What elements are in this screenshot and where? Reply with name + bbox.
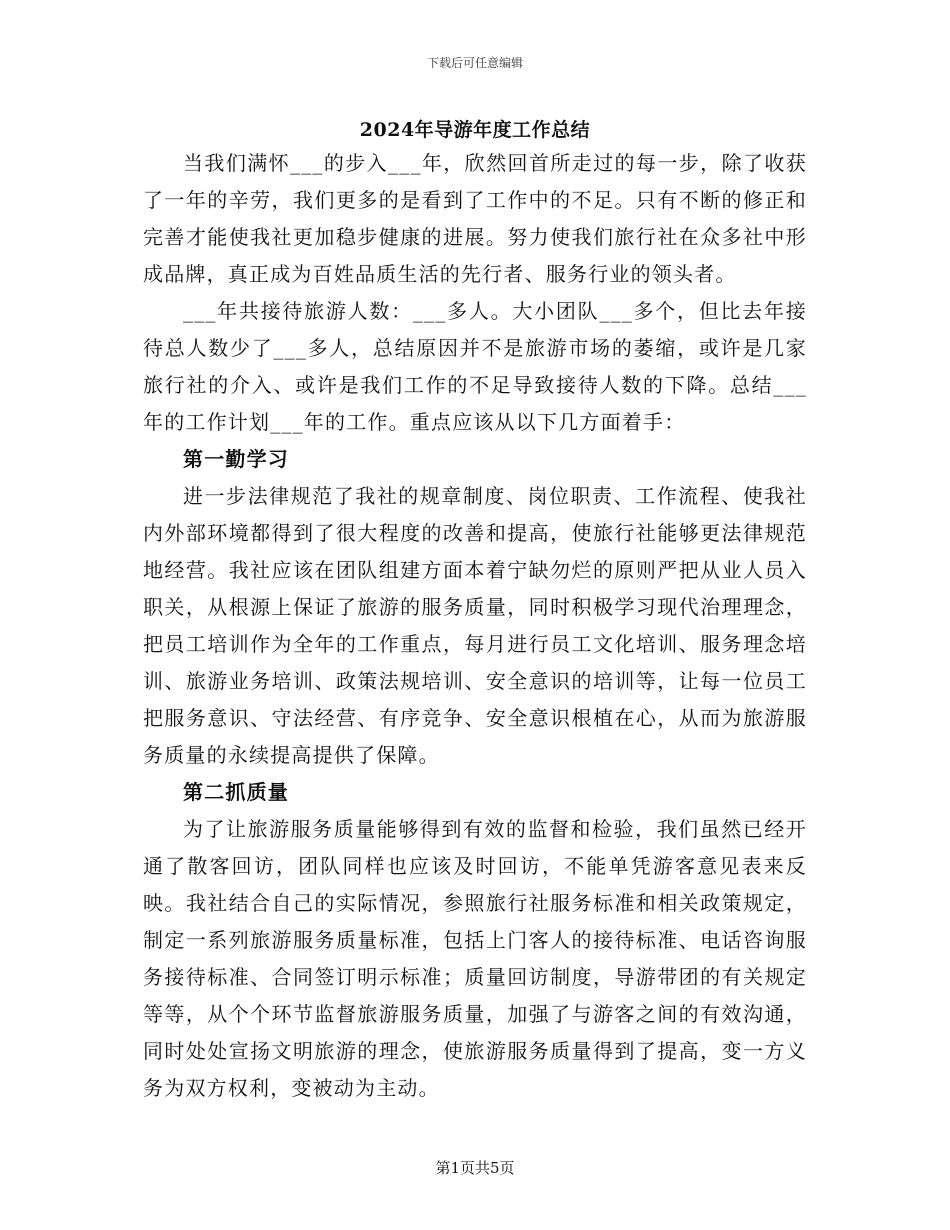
section-text-study: 进一步法律规范了我社的规章制度、岗位职责、工作流程、使我社内外部环境都得到了很大程度的改善和提高，使旅行社能够更法律规范地经营。我社应该在团队组建方面本着宁缺勿烂的原则严把从业人员入职关，从根源上保证了旅游的服务质量，同时积极学习现代治理理念，把员工培训作为全年的工作重点，每月进行员工文化培训、服务理念培训、旅游业务培训、政策法规培训、安全意识的培训等，让每一位员工把服务意识、守法经营、有序竞争、安全意识根植在心，从而为旅游服务质量的永续提高提供了保障。 xyxy=(143,484,807,767)
document-title: 2024年导游年度工作总结 xyxy=(359,119,591,141)
section-heading-quality: 第二抓质量 xyxy=(183,780,289,804)
summary-paragraph: ___年共接待旅游人数：___多人。大小团队___多个，但比去年接待总人数少了___多人，总结原因并不是旅游市场的萎缩，或许是几家旅行社的介入、或许是我们工作的不足导致接待人数的下降。总结___年的工作计划___年的工作。重点应该从以下几方面着手： xyxy=(143,299,807,434)
section-text-quality: 为了让旅游服务质量能够得到有效的监督和检验，我们虽然已经开通了散客回访，团队同样也应该及时回访，不能单凭游客意见表来反映。我社结合自己的实际情况，参照旅行社服务标准和相关政策规定，制定一系列旅游服务质量标准，包括上门客人的接待标准、电话咨询服务接待标准、合同签订明示标准；质量回访制度，导游带团的有关规定等等，从个个环节监督旅游服务质量，加强了与游客之间的有效沟通，同时处处宣扬文明旅游的理念，使旅游服务质量得到了提高，变一方义务为双方权利，变被动为主动。 xyxy=(143,817,807,1100)
header-note: 下载后可任意编辑 xyxy=(426,56,523,70)
intro-paragraph: 当我们满怀___的步入___年，欣然回首所走过的每一步，除了收获了一年的辛劳，我们更多的是看到了工作中的不足。只有不断的修正和完善才能使我社更加稳步健康的进展。努力使我们旅行社在众多社中形成品牌，真正成为百姓品质生活的先行者、服务行业的领头者。 xyxy=(143,151,807,286)
document-body xyxy=(143,145,807,1107)
page-footer: 第1页共5页 xyxy=(435,1159,515,1177)
section-heading-study: 第一勤学习 xyxy=(183,447,289,471)
